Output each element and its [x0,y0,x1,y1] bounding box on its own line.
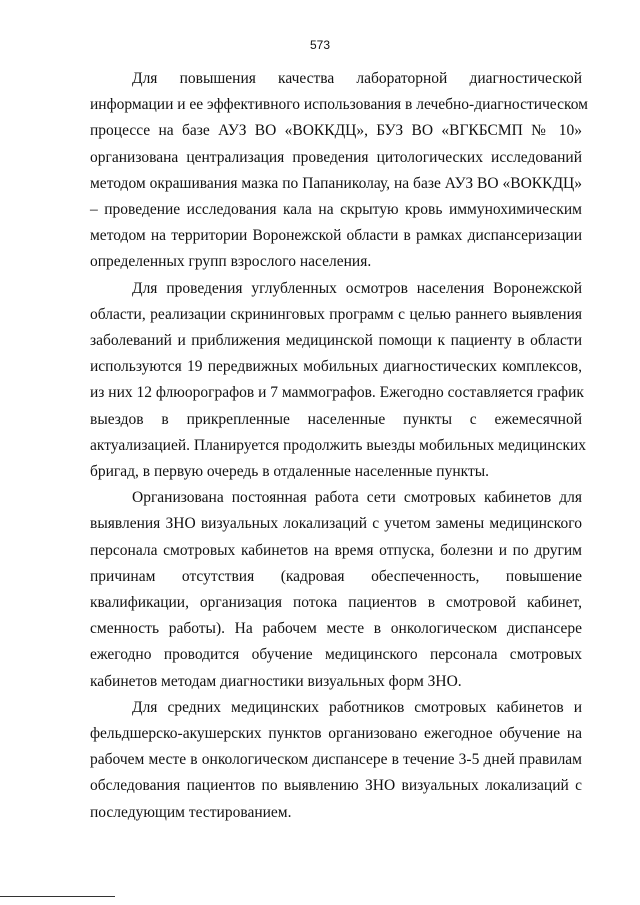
page-number: 573 [309,38,331,52]
paragraph-1 [90,66,588,276]
text-line: процессе на базе АУЗ ВО «ВОККДЦ», БУЗ ВО «ВГКБСМП № 10» [90,122,582,140]
text-line: ежегодно проводится обучение медицинского персонала смотровых [90,646,582,664]
footnote-separator [0,896,115,897]
text-line: методом на территории Воронежской области в рамках диспансеризации [90,227,582,245]
text-line: актуализацией. Планируется продолжить выезды мобильных медицинских [90,436,587,454]
paragraph-3 [90,485,582,695]
text-line: сменность работы). На рабочем месте в онкологическом диспансере [90,620,582,638]
text-line: определенных групп взрослого населения. [90,253,372,271]
text-line: Для проведения углубленных осмотров населения Воронежской [132,279,582,297]
text-line: последующим тестированием. [90,803,292,821]
text-line: кабинетов методам диагностики визуальных форм ЗНО. [90,672,462,690]
text-line: персонала смотровых кабинетов на время отпуска, болезни и по другим [90,541,582,559]
text-line: используются 19 передвижных мобильных диагностических комплексов, [90,358,582,376]
text-line: рабочем месте в онкологическом диспансере в течение 3-5 дней правилам [90,751,582,769]
text-line: – проведение исследования кала на скрытую кровь иммунохимическим [90,201,582,219]
paragraph-2 [90,276,587,486]
text-line: выявления ЗНО визуальных локализаций с учетом замены медицинского [90,515,582,533]
text-line: обследования пациентов по выявлению ЗНО визуальных локализаций с [90,777,582,795]
text-line: из них 12 флюорографов и 7 маммографов. Ежегодно составляется график [90,384,584,402]
text-line: заболеваний и приближения медицинской помощи к пациенту в области [90,332,582,350]
text-line: Организована постоянная работа сети смотровых кабинетов для [132,489,582,507]
document-body [90,66,588,826]
text-line: организована централизация проведения цитологических исследований [90,148,582,166]
text-line: фельдшерско-акушерских пунктов организовано ежегодное обучение на [90,725,582,743]
paragraph-4 [90,695,582,826]
text-line: области, реализации скрининговых программ с целью раннего выявления [90,305,582,323]
text-line: информации и ее эффективного использования в лечебно-диагностическом [90,96,588,114]
text-line: Для средних медицинских работников смотровых кабинетов и [132,698,582,716]
text-line: Для повышения качества лабораторной диагностической [132,70,582,87]
text-line: причинам отсутствия (кадровая обеспеченность, повышение [90,567,582,585]
text-line: выездов в прикрепленные населенные пункты с ежемесячной [90,410,582,428]
text-line: бригад, в первую очередь в отдаленные населенные пункты. [90,463,490,481]
text-line: квалификации, организация потока пациентов в смотровой кабинет, [90,594,582,612]
text-line: методом окрашивания мазка по Папаниколау, на базе АУЗ ВО «ВОККДЦ» [90,174,582,192]
